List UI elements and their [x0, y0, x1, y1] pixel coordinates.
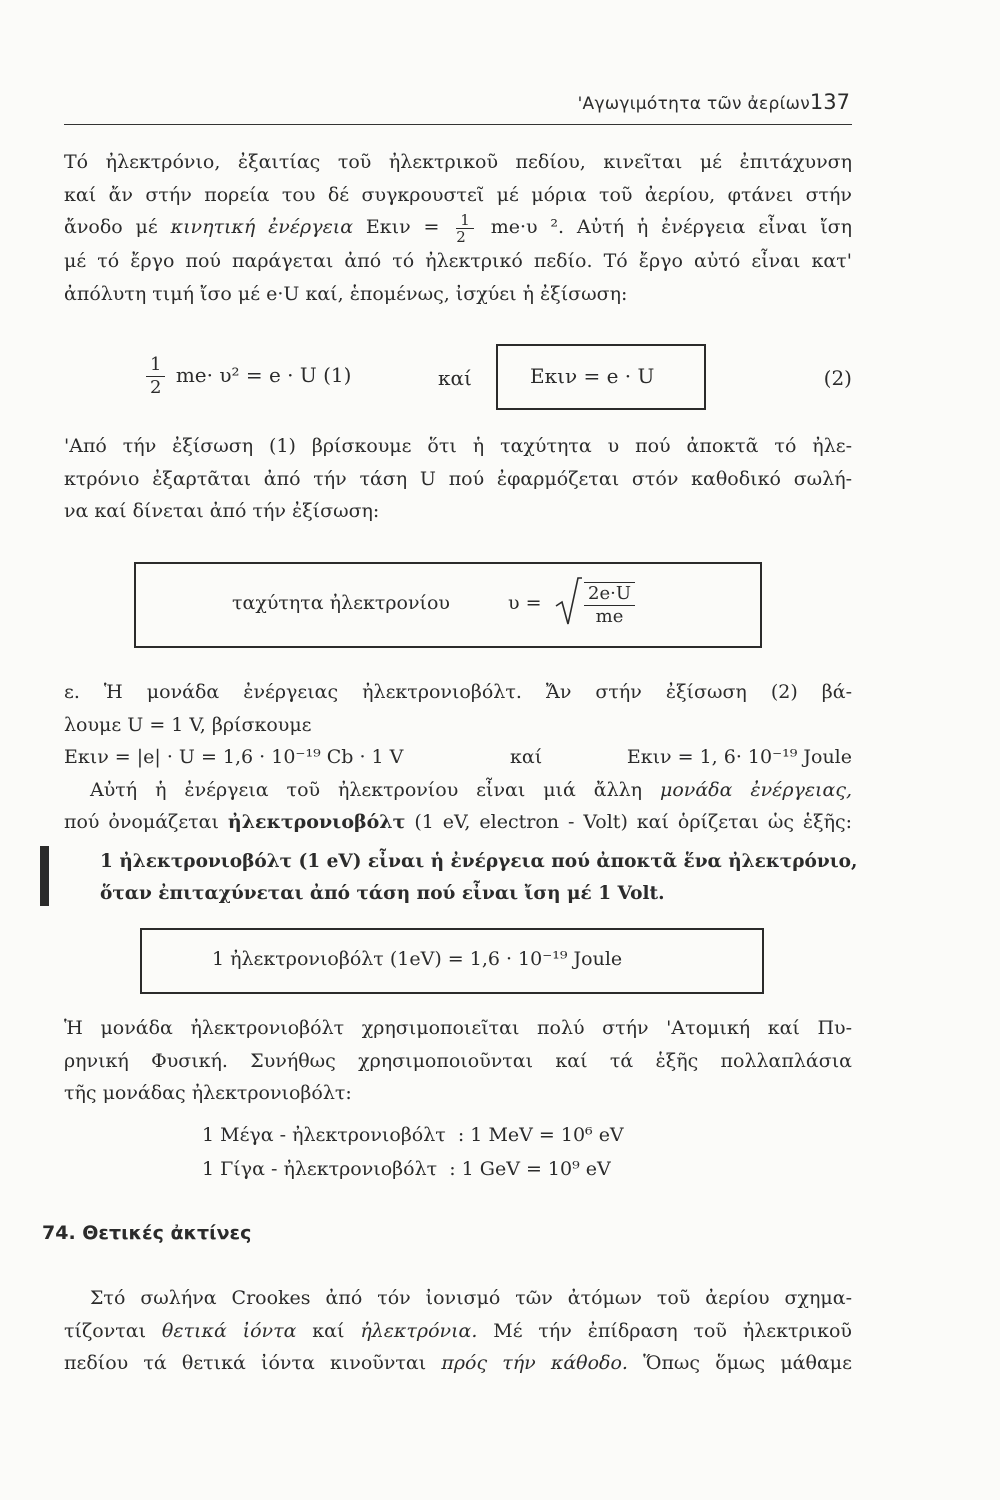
- paragraph-multiples: [64, 1012, 852, 1110]
- boxed-equation-2: Eκιν = e · U: [496, 344, 706, 410]
- text-line: 1 ἠλεκτρονιοβόλτ (1 eV) εἶναι ἡ ἐνέργεια πού ἀποκτᾶ ἕνα ἠλεκτρόνιο,: [100, 851, 858, 872]
- text-line: Στό σωλήνα Crookes ἀπό τόν ἰονισμό τῶν ἀτόμων τοῦ ἀερίου σχημα-: [90, 1287, 852, 1309]
- italic-term: μονάδα ἐνέργειας,: [660, 778, 853, 801]
- running-header: [64, 90, 852, 120]
- text-line: Eκιν = |e| · U = 1,6 · 10⁻¹⁹ Cb · 1 V καί Eκιν = 1, 6· 10⁻¹⁹ Joule: [64, 746, 852, 768]
- header-rule: [64, 124, 852, 125]
- text-line: τίζονται θετικά ἰόντα καί ἠλεκτρόνια. Μέ τήν ἐπίδραση τοῦ ἠλεκτρικοῦ: [64, 1319, 852, 1342]
- equation-1: $\frac{1}{2}$ me· υ² = e · U (1): [142, 354, 351, 399]
- text-line: να καί δίνεται ἀπό τήν ἐξίσωση:: [64, 500, 380, 522]
- fraction-half: $\frac{1}{2}$: [456, 212, 474, 245]
- text-line: ε. Ἡ μονάδα ἐνέργειας ἠλεκτρονιοβόλτ. Ἄν στήν ἐξίσωση (2) βά-: [64, 681, 852, 703]
- italic-term: ἠλεκτρόνια.: [360, 1319, 478, 1342]
- square-root: $\frac{2e\cdot U}{me}$: [554, 582, 639, 628]
- italic-term: πρός τήν κάθοδο.: [441, 1352, 628, 1374]
- text-line: ὅταν ἐπιταχύνεται ἀπό τάση πού εἶναι ἴση μέ 1 Volt.: [100, 883, 665, 904]
- velocity-formula-box: ταχύτητα ἠλεκτρονίου υ = $\frac{2e\cdot U}{me}$: [134, 562, 762, 648]
- paragraph-positive-rays: [64, 1282, 852, 1380]
- italic-term: θετικά ἰόντα: [161, 1319, 297, 1342]
- text-line: 'Από τήν ἐξίσωση (1) βρίσκουμε ὅτι ἡ ταχύτητα υ πού ἀποκτᾶ τό ἠλε-: [64, 435, 852, 457]
- paragraph-kinetic-energy: [64, 146, 852, 310]
- text-line: λουμε U = 1 V, βρίσκουμε: [64, 713, 312, 736]
- multiples-list: [202, 1118, 624, 1186]
- conjunction: καί: [438, 366, 472, 390]
- paragraph-ev-unit: [64, 676, 852, 839]
- definition-ev: [100, 846, 858, 910]
- text-line: ἀπόλυτη τιμή ἴσο μέ e·U καί, ἑπομένως, ἰσχύει ἡ ἐξίσωση:: [64, 282, 628, 305]
- chapter-title: 'Αγωγιμότητα τῶν ἀερίων: [577, 94, 810, 114]
- bold-term: ἠλεκτρονιοβόλτ: [227, 811, 406, 833]
- equation-label: (2): [823, 366, 852, 390]
- text-line: τῆς μονάδας ἠλεκτρονιοβόλτ:: [64, 1082, 352, 1104]
- section-heading: 74. Θετικές ἀκτίνες: [42, 1222, 252, 1244]
- text-line: Ἡ μονάδα ἠλεκτρονιοβόλτ χρησιμοποιεῖται πολύ στήν 'Ατομική καί Πυ-: [64, 1017, 852, 1039]
- emphasis-bar: [40, 846, 49, 906]
- text-line: Αὐτή ἡ ἐνέργεια τοῦ ἠλεκτρονίου εἶναι μιά ἄλλη μονάδα ἐνέργειας,: [90, 778, 853, 801]
- list-item: 1 Γίγα - ἠλεκτρονιοβόλτ : 1 GeV = 10⁹ eV: [202, 1158, 611, 1180]
- book-page: [42, 0, 858, 1500]
- text-line: πού ὀνομάζεται ἠλεκτρονιοβόλτ (1 eV, electron - Volt) καί ὁρίζεται ὡς ἑξῆς:: [64, 811, 852, 833]
- text-line: πεδίου τά θετικά ἰόντα κινοῦνται πρός τήν κάθοδο. Ὅπως ὅμως μάθαμε: [64, 1352, 852, 1374]
- list-item: 1 Μέγα - ἠλεκτρονιοβόλτ : 1 MeV = 10⁶ eV: [202, 1124, 624, 1146]
- italic-term: κινητική ἐνέργεια: [170, 216, 354, 238]
- text-line: Τό ἠλεκτρόνιο, ἐξαιτίας τοῦ ἠλεκτρικοῦ πεδίου, κινεῖται μέ ἐπιτάχυνση: [64, 151, 852, 173]
- fraction-half: $\frac{1}{2}$: [146, 354, 165, 399]
- text-line: κτρόνιο ἐξαρτᾶται ἀπό τήν τάση U πού ἐφαρμόζεται στόν καθοδικό σωλή-: [64, 467, 852, 490]
- text-line: ἄνοδο μέ κινητική ἐνέργεια Eκιν = $\frac{1}{2}$ me·υ ². Αὐτή ἡ ἐνέργεια εἶναι ἴση: [64, 210, 853, 246]
- page-number: 137: [809, 90, 850, 114]
- text-line: ρηνική Φυσική. Συνήθως χρησιμοποιοῦνται καί τά ἑξῆς πολλαπλάσια: [64, 1049, 852, 1072]
- paragraph-velocity: [64, 430, 852, 528]
- text-line: καί ἄν στήν πορεία του δέ συγκρουστεῖ μέ μόρια τοῦ ἀερίου, φτάνει στήν: [64, 183, 852, 206]
- text-line: μέ τό ἔργο πού παράγεται ἀπό τό ἠλεκτρικό πεδίο. Τό ἔργο αὐτό εἶναι κατ': [64, 250, 852, 272]
- ev-equivalence-box: 1 ἠλεκτρονιοβόλτ (1eV) = 1,6 · 10⁻¹⁹ Joule: [140, 928, 764, 994]
- radical-icon: [554, 576, 582, 628]
